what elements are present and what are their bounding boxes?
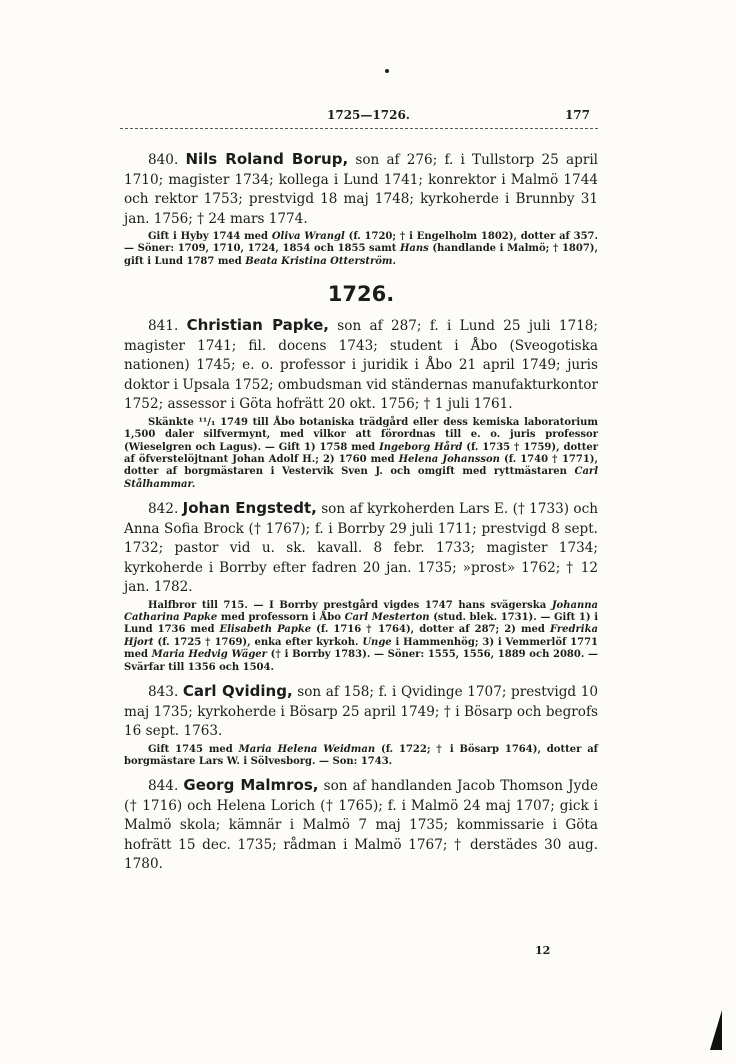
- year-heading: 1726.: [327, 282, 395, 307]
- entry-text: [124, 150, 598, 229]
- running-head: [120, 108, 602, 128]
- entry-text: [124, 316, 598, 415]
- header-years: 1725—1726.: [327, 108, 410, 122]
- entry-number: 844.: [148, 778, 184, 795]
- entry-body: son af handlanden Jacob Thomson Jyde († 1716) och Helena Lorich († 1765); f. i Malmö 24 maj 1707; gick i Malmö skola; kämnär i Malmö 7 maj 1735; kommissarie i Göta hofrätt 15 dec. 1735; rådman i Malmö 1767; † derstädes 30 aug. 1780.: [124, 778, 598, 873]
- entries-before: [124, 150, 598, 268]
- signature-mark: 12: [535, 944, 551, 957]
- person-name: Christian Papke,: [186, 316, 329, 335]
- entry-body: son af 158; f. i Qvidinge 1707; prestvigd 10 maj 1735; kyrkoherde i Bösarp 25 april 1749; † i Bösarp och begrofs 16 sept. 1763.: [124, 684, 599, 740]
- entry-text: [124, 499, 598, 598]
- entry-note: Skänkte ¹¹/₁ 1749 till Åbo botaniska trädgård eller dess kemiska laboratorium 1,500 daler silfvermynt, med vilkor att förordnas till e. o. juris professor (Wieselgren och Lagus). — Gift 1) 1758 med Ingeborg Hård (f. 1735 † 1759), dotter af öfverstelöjtnant Johan Adolf H.; 2) 1760 med Helena Johansson (f. 1740 † 1771), dotter af borgmästaren i Vestervik Sven J. och omgift med ryttmästaren Carl Stålhammar.: [124, 416, 598, 490]
- person-name: Nils Roland Borup,: [185, 150, 349, 168]
- biography-entry: [124, 682, 598, 768]
- entry-note: Gift 1745 med Maria Helena Weidman (f. 1722; † i Bösarp 1764), dotter af borgmästare Lars W. i Sölvesborg. — Son: 1743.: [124, 743, 598, 767]
- person-name: Carl Qviding,: [182, 682, 293, 701]
- entry-note: Halfbror till 715. — I Borrby prestgård vigdes 1747 hans svägerska Johanna Catharina Papke med professorn i Åbo Carl Mesterton (stud. blek. 1731). — Gift 1) i Lund 1736 med Elisabeth Papke (f. 1716 † 1764), dotter af 287; 2) med Fredrika Hjort (f. 1725 † 1769), enka efter kyrkoh. Unge i Hammenhög; 3) i Vemmerlöf 1771 med Maria Hedvig Wäger († i Borrby 1783). — Söner: 1555, 1556, 1889 och 2080. — Svärfar till 1356 och 1504.: [124, 599, 598, 673]
- person-name: Georg Malmros,: [183, 776, 319, 795]
- entry-number: 840.: [148, 152, 186, 168]
- page-content: [124, 150, 598, 875]
- entry-number: 841.: [148, 318, 187, 335]
- biography-entry: [124, 316, 598, 491]
- scan-corner-mark: [710, 1010, 722, 1050]
- entry-body: son af 287; f. i Lund 25 juli 1718; magister 1741; fil. docens 1743; student i Åbo (Sveogotiska nationen) 1745; e. o. professor i juridik i Åbo 21 april 1749; juris doktor i Upsala 1752; ombudsman vid ständernas manufakturkontor 1752; assessor i Göta hofrätt 20 okt. 1756; † 1 juli 1761.: [124, 318, 599, 413]
- entry-number: 842.: [148, 501, 183, 518]
- entry-body: son af 276; f. i Tullstorp 25 april 1710; magister 1734; kollega i Lund 1741; konrektor i Malmö 1744 och rektor 1753; prestvigd 18 maj 1748; kyrkoherde i Brunnby 31 jan. 1756; † 24 mars 1774.: [124, 152, 599, 227]
- entry-number: 843.: [148, 684, 183, 701]
- page-number: 177: [564, 108, 590, 122]
- biography-entry: [124, 150, 598, 268]
- printer-dot: [385, 69, 389, 73]
- biography-entry: [124, 776, 598, 875]
- entries-after: [124, 316, 598, 875]
- header-rule: [120, 128, 598, 129]
- biography-entry: [124, 499, 598, 674]
- entry-note: Gift i Hyby 1744 med Oliva Wrangl (f. 1720; † i Engelholm 1802), dotter af 357. — Söner: 1709, 1710, 1724, 1854 och 1855 samt Hans (handlande i Malmö; † 1807), gift i Lund 1787 med Beata Kristina Otterström.: [124, 231, 599, 267]
- entry-text: [124, 776, 598, 875]
- entry-text: [124, 682, 598, 742]
- person-name: Johan Engstedt,: [182, 499, 317, 518]
- entry-body: son af kyrkoherden Lars E. († 1733) och Anna Sofia Brock († 1767); f. i Borrby 29 juli 1711; prestvigd 8 sept. 1732; pastor vid u. sk. kavall. 8 febr. 1733; magister 1734; kyrkoherde i Borrby efter fadren 20 jan. 1735; »prost» 1762; † 12 jan. 1782.: [124, 501, 598, 596]
